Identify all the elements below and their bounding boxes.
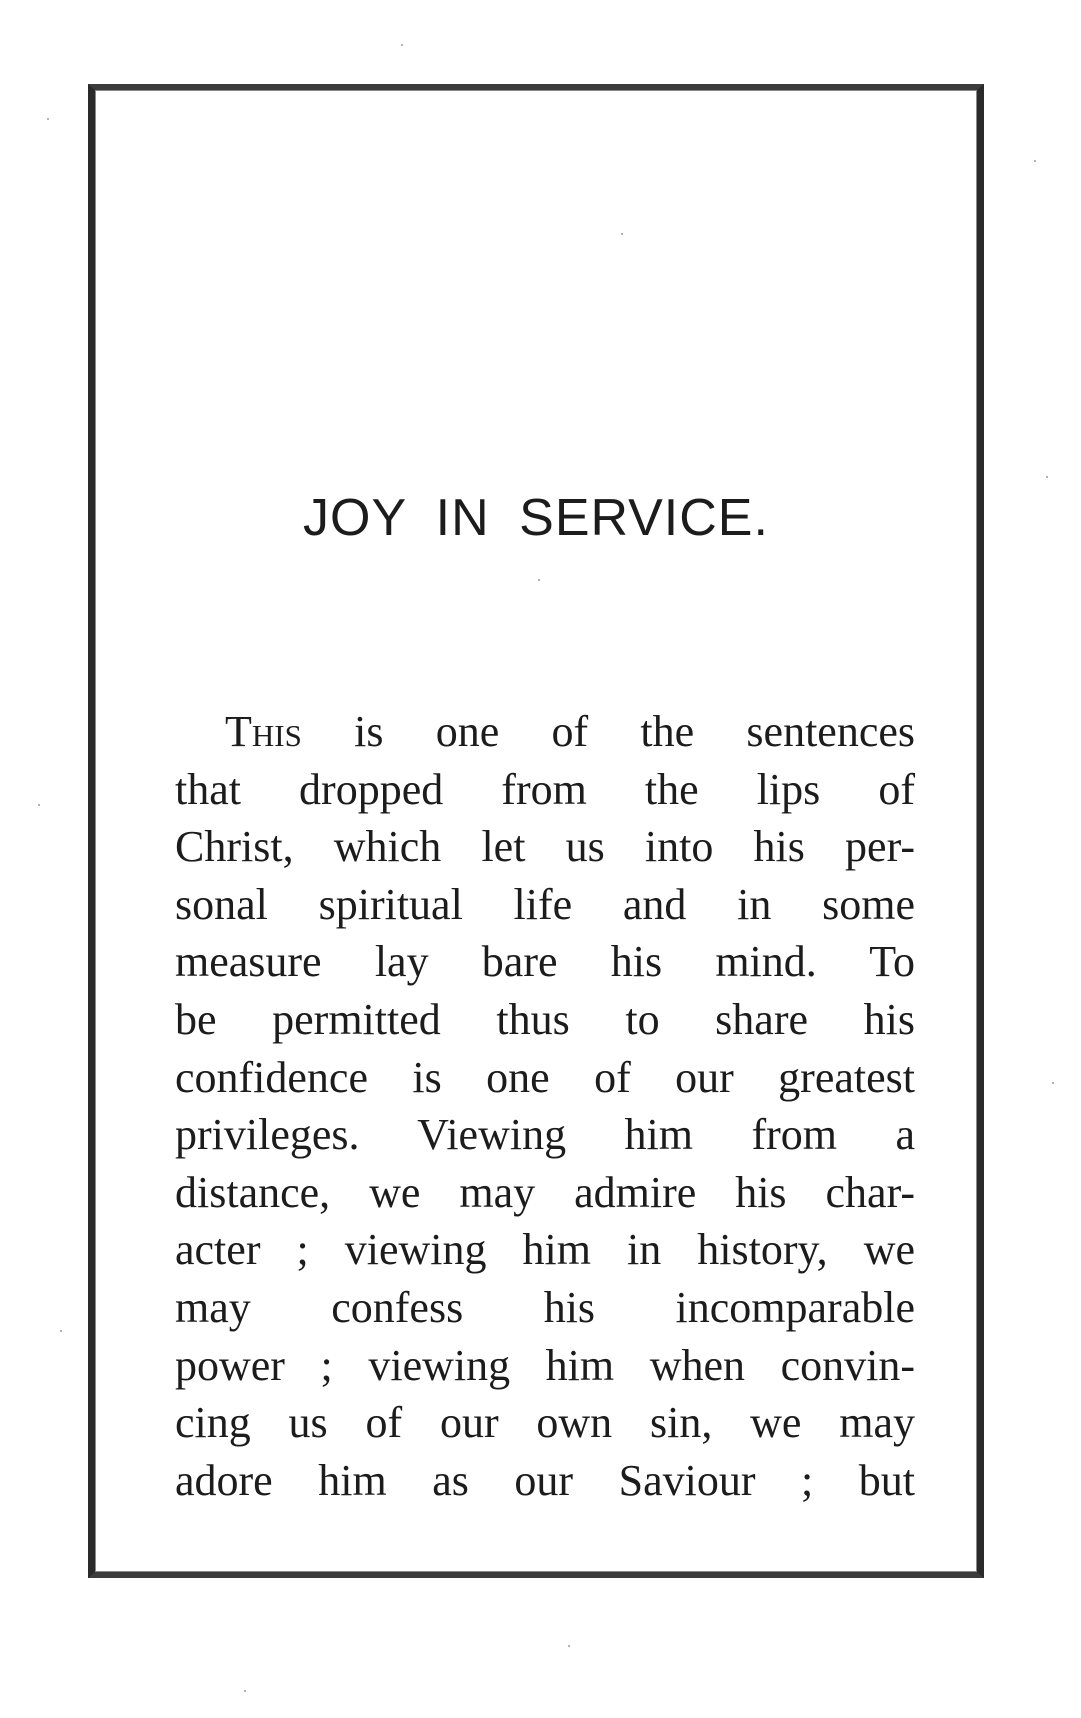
scan-speck <box>401 44 403 46</box>
scan-speck <box>244 1690 246 1692</box>
text-line: privileges. Viewing him from a <box>175 1110 915 1160</box>
text-line-content: is one of the sentences <box>354 707 916 756</box>
text-line: cing us of our own sin, we may <box>175 1398 915 1448</box>
scan-speck <box>1046 476 1048 478</box>
scan-speck <box>568 1645 570 1647</box>
text-line: sonal spiritual life and in some <box>175 879 915 929</box>
text-line: power ; viewing him when convin- <box>175 1340 915 1390</box>
text-line: distance, we may admire his char- <box>175 1167 915 1217</box>
text-line: may confess his incomparable <box>175 1282 915 1332</box>
text-line: measure lay bare his mind. To <box>175 937 915 987</box>
lead-word: This <box>225 707 302 756</box>
text-line: that dropped from the lips of <box>175 764 915 814</box>
scan-speck <box>38 804 40 806</box>
text-line <box>175 703 915 761</box>
text-line: confidence is one of our greatest <box>175 1052 915 1102</box>
scan-speck <box>1052 1082 1054 1084</box>
text-line: Christ, which let us into his per- <box>175 822 915 872</box>
text-line: adore him as our Saviour ; but <box>175 1455 915 1505</box>
text-line: acter ; viewing him in history, we <box>175 1225 915 1275</box>
chapter-title: JOY IN SERVICE. <box>303 489 769 547</box>
scan-speck <box>60 1330 62 1332</box>
scan-speck <box>1034 160 1036 162</box>
scan-speck <box>47 118 49 120</box>
body-paragraph <box>175 703 915 1509</box>
text-line: be permitted thus to share his <box>175 994 915 1044</box>
